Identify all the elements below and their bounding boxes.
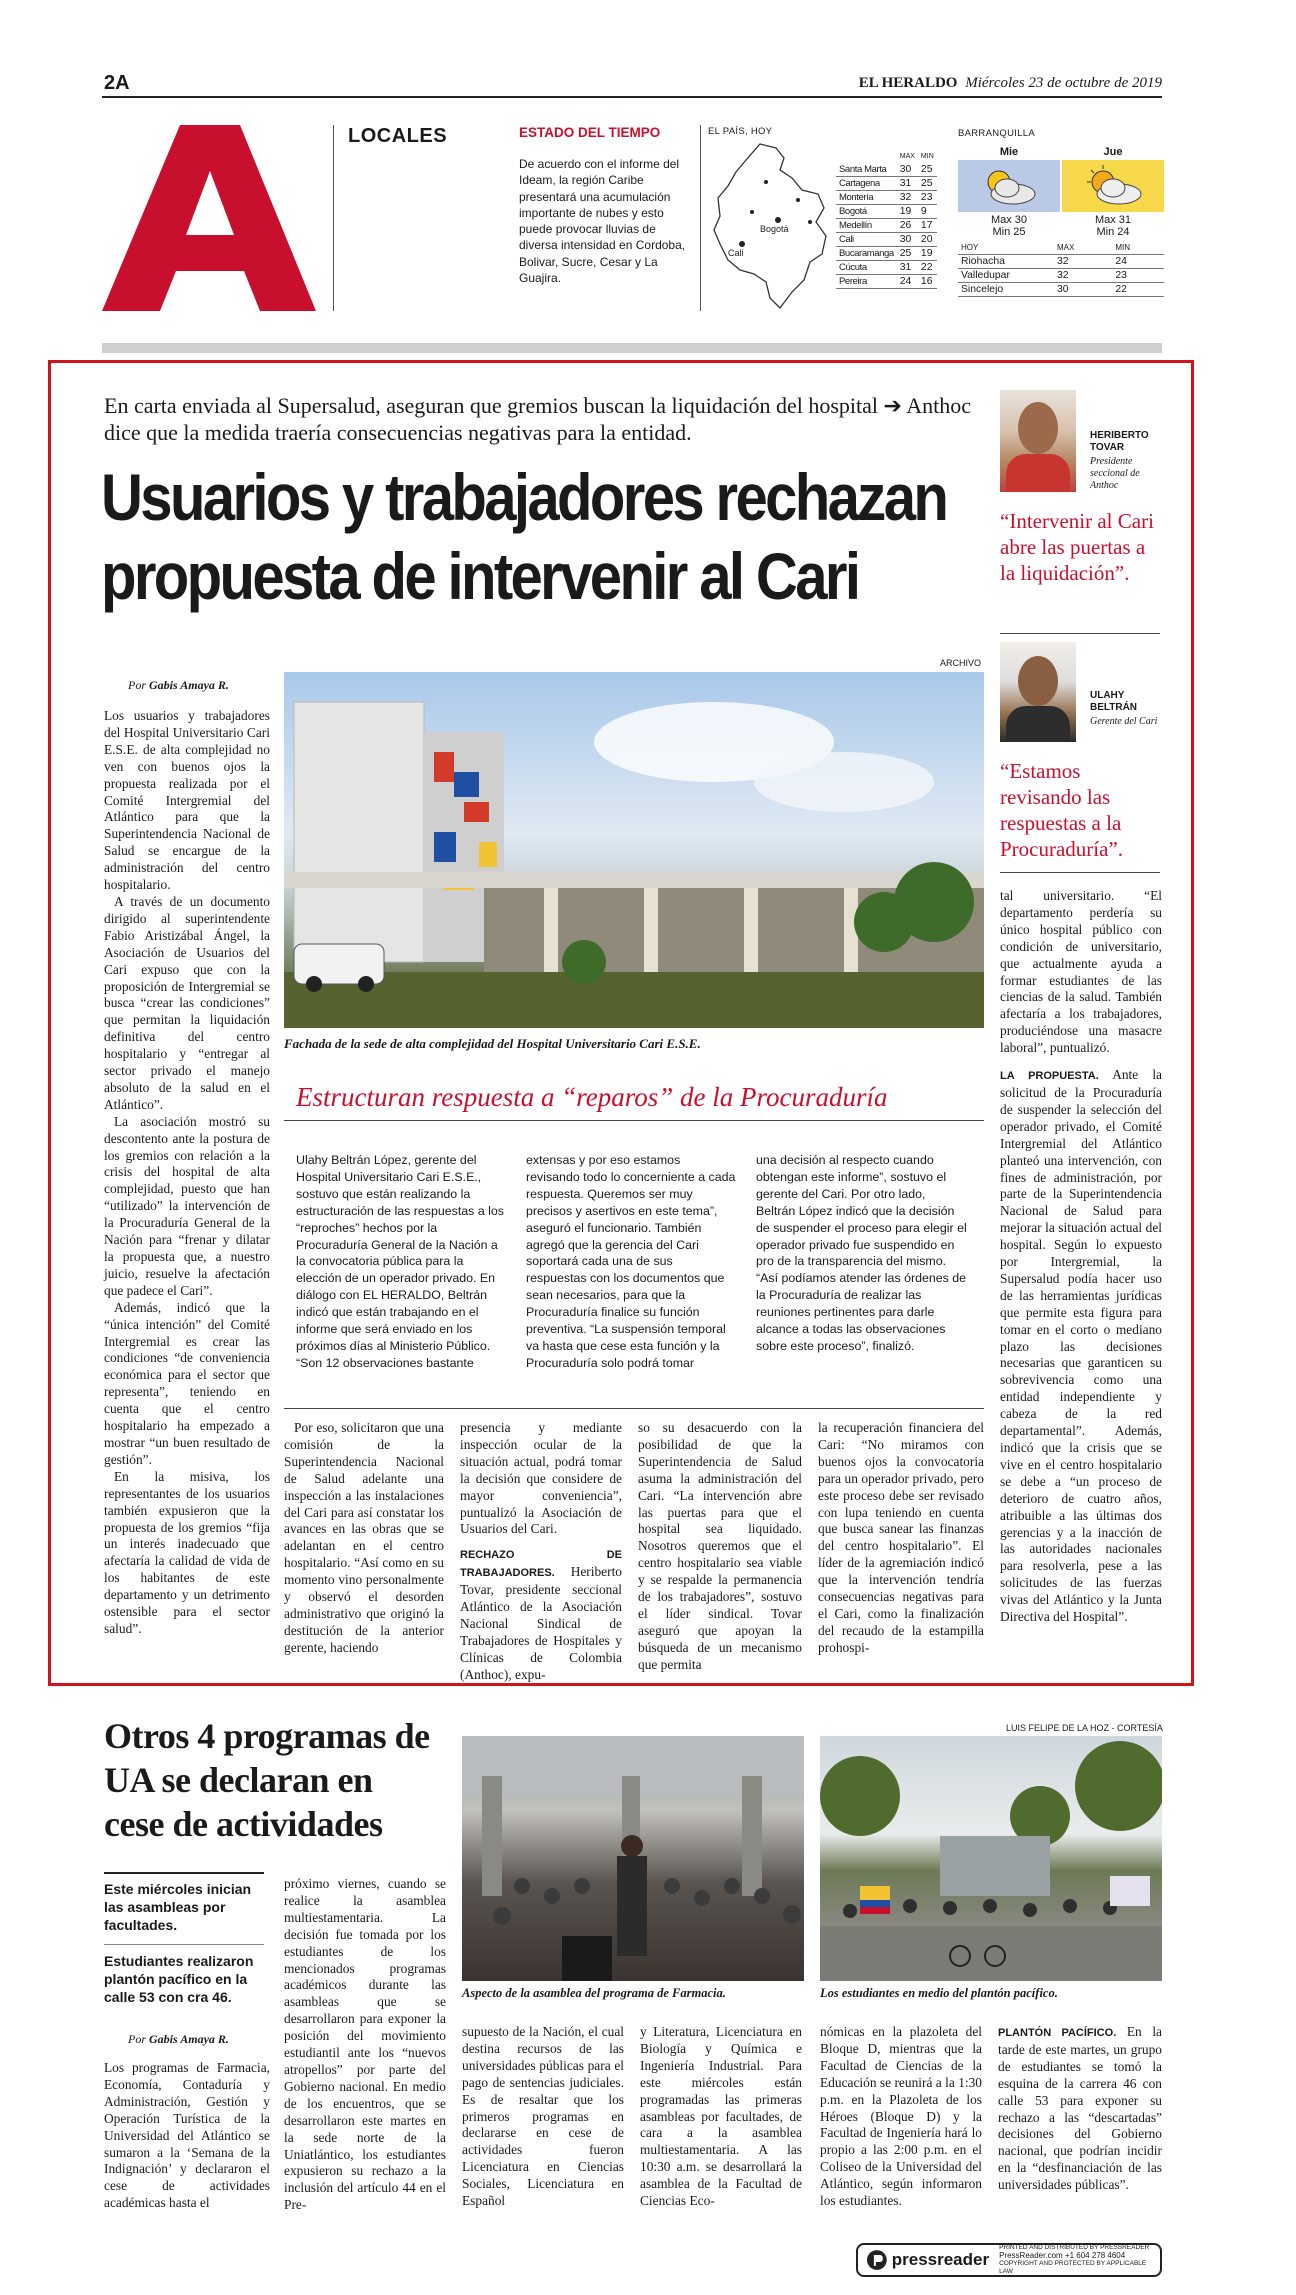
pressreader-badge[interactable]	[856, 2243, 1162, 2277]
paragraph: A través de un documento dirigido al superintendente Fabio Aristizábal Ángel, la Asociación de Usuarios del Cari expuso que con la proposición de Intergremial se busca “crear las condiciones” que permitan la liquidación definitiva del centro hospitalario y “entregar al sector privado el manejo absoluto de la salud en el Atlántico”.	[104, 893, 270, 1112]
paragraph: Los programas de Farmacia, Economía, Contaduría y Administración, Gestión y Operación Turística de la Universidad del Atlántico se sumaron a la ‘Semana de la Indignación’ y declararon el cese de actividades académicas hasta el	[104, 2060, 270, 2211]
local-city-row	[958, 269, 1164, 283]
city-max: 26	[897, 219, 918, 233]
city-min: 16	[918, 275, 937, 289]
paragraph: supuesto de la Nación, el cual destina recursos de las universidades públicas para el pago de sentencias judiciales. Es de resaltar que los primeros programas en declararse en cese de actividades fueron Licenciatura en Ciencias Sociales, Licenciatura en Español	[462, 2024, 624, 2209]
forecast-day-tile	[1062, 160, 1164, 212]
quote-divider	[1000, 633, 1160, 634]
weather-panel	[519, 125, 691, 286]
city-name: Santa Marta	[836, 163, 897, 177]
city-weather-row	[836, 261, 937, 275]
pressreader-brand: pressreader	[891, 2250, 990, 2269]
local-city-min: 23	[1112, 269, 1164, 283]
forecast-day-2	[1062, 146, 1164, 238]
quote-block-2	[1000, 642, 1160, 862]
subhead-lead: LA PROPUESTA.	[1000, 1070, 1099, 1083]
local-city-name: Riohacha	[958, 255, 1054, 269]
headline-line-2: propuesta de intervenir al Cari	[101, 539, 859, 613]
colombia-map	[706, 142, 832, 310]
forecast-min: Min 25	[992, 226, 1026, 238]
city-weather-row	[836, 275, 937, 289]
story-headline	[101, 458, 947, 616]
city-min: 17	[918, 219, 937, 233]
country-rows	[836, 163, 937, 289]
page-number: 2A	[104, 72, 130, 94]
publication-date-line	[859, 75, 1162, 92]
quote-block-1	[1000, 390, 1160, 586]
story-column-2	[284, 1420, 444, 1657]
header-gray-bar	[102, 343, 1162, 353]
local-city-row	[958, 255, 1164, 269]
city-min: 25	[918, 177, 937, 191]
paragraph: Además, indicó que la “única intención” del Comité Intergremial es crear las condiciones “de conveniencia económica para el sector que representa”, teniendo en cuenta que el centro hospitalario ha empezado a mostrar “un buen resultado de gestión”.	[104, 1299, 270, 1467]
paragraph: la recuperación financiera del Cari: “No miramos con buenos ojos la convocatoria para un operador privado, pero este proceso debe ser revisado con lupa teniendo en cuenta que busca sanear las finanzas del centro hospitalario”. El líder de la agremiación indicó que la intervención tendría consecuencias negativas para el Cari, como la finalización del recaudo de la estampilla prohospi-	[818, 1420, 984, 1655]
city-name: Cali	[836, 233, 897, 247]
assembly-photo-caption: Aspecto de la asamblea del programa de Farmacia.	[462, 1986, 726, 2000]
local-city-max: 32	[1054, 269, 1112, 283]
assembly-photo	[462, 1736, 804, 1981]
city-min: 23	[918, 191, 937, 205]
paragraph: LA PROPUESTA. Ante la solicitud de la Procuraduría de suspender la selección del operador privado, el Comité Intergremial del Atlántico planteó una intervención, con fines de administración, por parte de la Superintendencia Nacional de Salud para mejorar la situación actual del hospital. Según lo expuesto por Intergremial, la Supersalud podía hacer uso de las herramientas jurídicas que permite esta figura para tomar en el corto o mediano plazo las decisiones necesarias que garanticen su sobrevivencia como una entidad independiente y cabeza de la red departamental”. Además, indicó que la crisis que se vive en el centro hospitalario se debe a “un proceso de deterioro de cuatro años, atribuible a las últimas dos gerencias y a la inacción de las autoridades nacionales para resolverla, pese a las solicitudes de las fuerzas vivas del Atlántico y la Junta Directiva del Hospital”.	[1000, 1067, 1163, 1625]
weather-title: ESTADO DEL TIEMPO	[519, 125, 661, 140]
section-name: LOCALES	[348, 125, 448, 147]
city-weather-row	[836, 219, 937, 233]
local-rows	[958, 255, 1164, 297]
city-weather-row	[836, 177, 937, 191]
sidebar-box-column-2: extensas y por eso estamos revisando todo lo concerniente a cada respuesta. Queremos ser muy precisos y asertivos en este tema”, aseguró el funcionario. También agregó que la gerencia del Cari soportará cada una de sus respuestas con los documentos que sean necesarios, para que la Procuraduría finalice su función preventiva. “La suspensión temporal va hasta que cese esta función y la Procuraduría solo podrá tomar	[526, 1153, 736, 1370]
paragraph: Por eso, solicitaron que una comisión de la Superintendencia Nacional de Salud adelante una inspección a las instalaciones del Cari para así constatar los avances en las obras que se adelantan en el centro hospitalario. “Así como en su momento vino personalmente y observó el desorden administrativo que originó la destitución de la anterior gerente, haciendo	[284, 1420, 444, 1655]
forecast-min: Min 24	[1096, 226, 1130, 238]
sidebar-box-title: Estructuran respuesta a “reparos” de la Procuraduría	[296, 1082, 888, 1112]
forecast-max: Max 30	[990, 214, 1028, 226]
local-city-min: 22	[1112, 283, 1164, 297]
subhead-lead: RECHAZO DE TRABAJADORES.	[460, 1549, 622, 1580]
forecast-day-1	[958, 146, 1060, 238]
city-name: Medellín	[836, 219, 897, 233]
byline: Por Gabis Amaya R.	[128, 678, 229, 692]
city-min: 22	[918, 261, 937, 275]
city-max: 30	[897, 163, 918, 177]
local-city-name: Sincelejo	[958, 283, 1054, 297]
paragraph: nómicas en la plazoleta del Bloque D, mientras que la Facultad de Ciencias de la Educación se reunirá a la 1:30 p.m. en la Plazoleta de los Héroes (Bloque D) y la Facultad de Ingeniería hará lo propio a las 2:00 p.m. en el Coliseo de la Universidad del Atlántico, según informaron los estudiantes.	[820, 2024, 982, 2209]
pressreader-notice: PRINTED AND DISTRIBUTED BY PRESSREADER PressReader.com +1 604 278 4604 COPYRIGHT AND PROTECTED BY APPLICABLE LAW	[999, 2244, 1150, 2275]
city-min: 9	[918, 205, 937, 219]
paragraph: tal universitario. “El departamento perdería su único hospital público con condición de universitario, que actualmente ayuda a formar estudiantes de las ciencias de la salud. También afectaría a los trabajadores, produciéndose una masacre laboral”, puntualizó.	[1000, 888, 1162, 1056]
paragraph: próximo viernes, cuando se realice la asamblea multiestamentaria. La decisión fue tomada por los estudiantes de los mencionados programas académicos durante las asambleas que se desarrollaron para exponer la posición del movimiento estudiantil ante los “nuevos atropellos” por parte del Gobierno nacional. En medio de los encuentros, que se desarrollaron este martes en la sede norte de la Uniatlántico, los estudiantes expusieron su rechazo a la inclusión del artículo 44 en el Pre-	[284, 1876, 446, 2213]
paragraph: Los usuarios y trabajadores del Hospital Universitario Cari E.S.E. de alta complejidad no ven con buenos ojos la propuesta realizada por el Comité Intergremial del Atlántico para que la Superintendencia Nacional de Salud se encargue de la administración del centro hospitalario.	[104, 708, 270, 893]
headline-line-1: Usuarios y trabajadores rechazan	[101, 460, 947, 534]
city-name: Pereira	[836, 275, 897, 289]
section-letter-block	[102, 125, 316, 311]
story-kicker: En carta enviada al Supersalud, aseguran que gremios buscan la liquidación del hospital ➔ Anthoc dice que la medida traería consecuencias negativas para la entidad.	[104, 393, 972, 445]
sidebar-box-column-1: Ulahy Beltrán López, gerente del Hospital Universitario Cari E.S.E., sostuvo que están realizando la estructuración de las respuestas a los “reproches” hechos por la Procuraduría General de la Nación a la convocatoria pública para la elección de un operador privado. En diálogo con EL HERALDO, Beltrán indicó que están trabajando en el informe que será enviado en los próximos días al Ministerio Público. “Son 12 observaciones bastante	[296, 1153, 504, 1370]
weather-divider	[700, 125, 701, 311]
second-column-5	[820, 2024, 982, 2210]
city-name: Montería	[836, 191, 897, 205]
city-max: 19	[897, 205, 918, 219]
city-min: 25	[918, 163, 937, 177]
second-column-2	[284, 1876, 446, 2214]
avatar	[1000, 642, 1076, 742]
summary-item-2: Estudiantes realizaron plantón pacífico en la calle 53 con cra 46.	[104, 1953, 254, 2005]
local-label: BARRANQUILLA	[958, 128, 1035, 139]
story-column-5	[818, 1420, 984, 1657]
photo-credit: ARCHIVO	[940, 658, 982, 668]
pressreader-logo-icon	[866, 2249, 888, 2271]
city-min: 20	[918, 233, 937, 247]
masthead-rule	[102, 96, 1162, 98]
quote-person-name: ULAHY BELTRÁN	[1090, 690, 1138, 713]
local-city-max: 30	[1054, 283, 1112, 297]
city-name: Cartagena	[836, 177, 897, 191]
city-max: 31	[897, 261, 918, 275]
paragraph: La asociación mostró su descontento ante la postura de los gremios con relación a la crisis del hospital de alta complejidad, puesto que han “utilizado” la intervención de la Procuraduría General de la Nación para “frenar y dilatar la propuesta que, a nuestro juicio, resuelve la afectación que padece el Cari”.	[104, 1113, 270, 1298]
city-min: 19	[918, 247, 937, 261]
city-name: Bogotá	[836, 205, 897, 219]
protest-photo	[820, 1736, 1162, 1981]
forecast-day-name: Mie	[999, 146, 1019, 158]
partly-cloudy-icon	[969, 162, 1049, 210]
hospital-photo	[284, 672, 984, 1028]
quote-person-role: Gerente del Cari	[1090, 716, 1158, 727]
publication-date: Miércoles 23 de octubre de 2019	[965, 75, 1162, 91]
city-max: 30	[897, 233, 918, 247]
paragraph: presencia y mediante inspección ocular de la situación actual, podrá tomar la decisión que considere de mayor conveniencia”, puntualizó la Asociación de Usuarios del Cari.	[460, 1420, 622, 1537]
city-max: 24	[897, 275, 918, 289]
quote-text: “Estamos revisando las respuestas a la Procuraduría”.	[1000, 759, 1124, 861]
city-weather-row	[836, 163, 937, 177]
section-divider	[333, 125, 334, 311]
city-weather-row	[836, 233, 937, 247]
min-header: MIN	[920, 153, 934, 160]
photo-caption: Fachada de la sede de alta complejidad del Hospital Universitario Cari E.S.E.	[284, 1036, 701, 1051]
local-table-header: HOY MAX MIN	[958, 241, 1164, 255]
summary-rule	[104, 1944, 264, 1945]
country-label: EL PAÍS, HOY	[708, 126, 773, 137]
local-city-min: 24	[1112, 255, 1164, 269]
paragraph: y Literatura, Licenciatura en Biología y Química e Ingeniería Industrial. Para este miércoles están programadas las primeras asambleas por facultades, de cara a la asamblea multiestamentaria. A las 10:30 a.m. se desarrollará la asamblea de la Facultad de Ciencias Eco-	[640, 2024, 802, 2209]
paragraph: so su desacuerdo con la posibilidad de que la Superintendencia de Salud asuma la administración del Cari. “La intervención abre las puertas para que el hospital sea liquidado. Nosotros queremos que el centro hospitalario sea viable y se respalde la permanencia de los trabajadores”, sostuvo el líder sindical. Tovar aseguró que apoyan la búsqueda de un mecanismo que permita	[638, 1420, 802, 1672]
story-column-6	[1000, 888, 1162, 1626]
local-weather-table	[958, 241, 1164, 297]
map-label-cali: Cali	[728, 248, 744, 258]
quote-person-name: HERIBERTO TOVAR	[1090, 430, 1149, 453]
paragraph: RECHAZO DE TRABAJADORES. Heriberto Tovar, presidente seccional Atlántico de la Asociación Nacional Sindical de Trabajadores de Hospitales y Clínicas de Colombia (Anthoc), expu-	[460, 1549, 622, 1682]
second-story-headline: Otros 4 programas de UA se declaran en cese de actividades	[104, 1716, 430, 1844]
story-column-3	[460, 1420, 622, 1684]
local-city-max: 32	[1054, 255, 1112, 269]
second-column-4	[640, 2024, 802, 2210]
local-city-row	[958, 283, 1164, 297]
max-header: MAX	[899, 153, 915, 160]
publication-name: EL HERALDO	[858, 75, 958, 91]
sidebar-box-column-3: una decisión al respecto cuando obtengan este informe”, sostuvo el gerente del Cari. Por otro lado, Beltrán López indicó que la decisión de suspender el proceso para elegir el operador privado fue suspendido en pro de la transparencia del mismo. “Así podíamos atender las órdenes de la Procuraduría de realizar las reuniones pertinentes para darle alcance a todas las observaciones sobre este proceso”, finalizó.	[756, 1153, 967, 1353]
protest-photo-caption: Los estudiantes en medio del plantón pacífico.	[820, 1986, 1058, 2000]
forecast-day-tile	[958, 160, 1060, 212]
second-column-3	[462, 2024, 624, 2210]
second-column-1	[104, 2060, 270, 2212]
paragraph: PLANTÓN PACÍFICO. En la tarde de este martes, un grupo de estudiantes se tomó la esquina de la carrera 46 con calle 53 para exponer su rechazo a las “descartadas” decisiones del Gobierno nacional, que podrían incidir en la “desfinanciación de las universidades públicas”.	[998, 2024, 1162, 2193]
second-column-6	[998, 2024, 1162, 2194]
subhead-lead: PLANTÓN PACÍFICO.	[998, 2027, 1117, 2039]
forecast-day-name: Jue	[1103, 146, 1123, 158]
city-name: Bucaramanga	[836, 247, 897, 261]
city-weather-row	[836, 247, 937, 261]
story-column-4	[638, 1420, 802, 1674]
city-weather-row	[836, 191, 937, 205]
story-column-1	[104, 708, 270, 1638]
city-weather-row	[836, 205, 937, 219]
summary-item-1: Este miércoles inician las asambleas por facultades.	[104, 1881, 252, 1933]
city-max: 25	[897, 247, 918, 261]
city-max: 31	[897, 177, 918, 191]
country-table-header	[836, 150, 937, 163]
weather-description: De acuerdo con el informe del Ideam, la región Caribe presentará una acumulación importante de nubes y esto puede provocar lluvias de diversa intensidad en Cordoba, Bolivar, Sucre, Cesar y La Guajira.	[519, 157, 686, 286]
quote-divider	[1000, 872, 1160, 873]
map-label-bogota: Bogotá	[760, 224, 789, 234]
sidebar-box-bottom-rule	[284, 1408, 984, 1409]
local-forecast	[958, 146, 1164, 297]
section-letter-a-icon	[102, 125, 316, 311]
paragraph: En la misiva, los representantes de los usuarios también expusieron que la propuesta de los gremios “fija un interés inadecuado que afectaría la calidad de vida de los habitantes de este departamento y un detrimento ostensible para el sector salud”.	[104, 1468, 270, 1636]
city-max: 32	[897, 191, 918, 205]
sidebar-box-rule	[284, 1120, 984, 1121]
summary-rule-top	[104, 1872, 264, 1874]
city-name: Cúcuta	[836, 261, 897, 275]
second-photo-credit: LUIS FELIPE DE LA HOZ - CORTESÍA	[1006, 1723, 1163, 1733]
country-weather-table	[836, 150, 937, 289]
avatar	[1000, 390, 1076, 492]
forecast-max: Max 31	[1094, 214, 1132, 226]
local-city-name: Valledupar	[958, 269, 1054, 283]
quote-text: “Intervenir al Cari abre las puertas a la liquidación”.	[1000, 509, 1154, 585]
second-byline: Por Gabis Amaya R.	[128, 2032, 229, 2046]
partly-cloudy-icon	[1073, 162, 1153, 210]
quote-person-role: Presidente seccional de Anthoc	[1090, 456, 1140, 491]
